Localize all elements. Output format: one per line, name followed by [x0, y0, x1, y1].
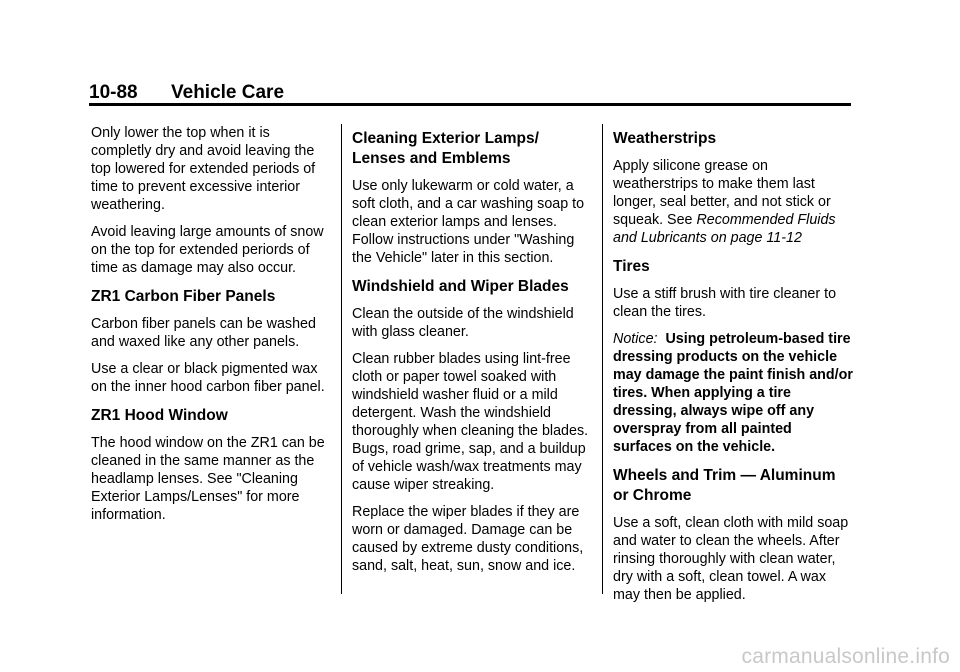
page-number: 10-88	[89, 82, 138, 103]
wiper-blades-heading: Windshield and Wiper Blades	[352, 278, 569, 295]
section-title: Vehicle Care	[171, 82, 285, 103]
carbon-fiber-paragraph-1: Carbon fiber panels can be washed and waxed like any other panels.	[91, 316, 316, 350]
hood-window-heading: ZR1 Hood Window	[91, 407, 228, 424]
notice-text: Using petroleum-based tire dressing products on the vehicle may damage the paint finish and/or tires. When applying a tire dressing, always wipe off any overspray from all painted surfaces on the vehicle.	[613, 331, 853, 455]
top-care-paragraph: Only lower the top when it is completly dry and avoid leaving the top lowered for extended periods of time to prevent excessive interior weathering.	[91, 125, 316, 213]
header-rule	[89, 103, 851, 106]
fluids-lubricants-link[interactable]: Recommended Fluids and Lubricants on page 11-12	[613, 212, 836, 246]
wiper-paragraph-2: Clean rubber blades using lint-free cloth or paper towel soaked with windshield washer fluid or a mild detergent. Wash the windshield thoroughly when cleaning the blades. Bugs, road grime, sap, and a buildup of vehicle wash/wax treatments may cause wiper streaking.	[352, 351, 589, 493]
wheels-trim-heading: Wheels and Trim — Aluminum or Chrome	[613, 467, 836, 504]
wheels-trim-paragraph: Use a soft, clean cloth with mild soap and water to clean the wheels. After rinsing thoroughly with clean water, dry with a soft, clean towel. A wax may then be applied.	[613, 515, 849, 603]
column-divider-1	[341, 124, 342, 594]
column-divider-2	[602, 124, 603, 594]
notice-paragraph	[613, 330, 853, 456]
column-3	[613, 124, 853, 613]
weatherstrips-paragraph	[613, 157, 853, 247]
wiper-paragraph-3: Replace the wiper blades if they are worn or damaged. Damage can be caused by extreme dusty conditions, sand, salt, heat, sun, snow and ice.	[352, 504, 584, 574]
wiper-paragraph-1: Clean the outside of the windshield with glass cleaner.	[352, 306, 574, 340]
weatherstrips-text: Apply silicone grease on weatherstrips to make them last longer, seal better, and not stick or squeak. See	[613, 158, 831, 228]
carbon-fiber-heading: ZR1 Carbon Fiber Panels	[91, 288, 276, 305]
snow-paragraph: Avoid leaving large amounts of snow on the top for extended periords of time as damage may also occur.	[91, 224, 324, 276]
column-2	[352, 124, 592, 584]
weatherstrips-heading: Weatherstrips	[613, 130, 717, 147]
carbon-fiber-paragraph-2: Use a clear or black pigmented wax on the inner hood carbon fiber panel.	[91, 361, 325, 395]
watermark: carmanualsonline.info	[741, 645, 950, 668]
hood-window-paragraph: The hood window on the ZR1 can be cleaned in the same manner as the headlamp lenses. See "Cleaning Exterior Lamps/Lenses" for more information.	[91, 435, 325, 523]
exterior-lamps-paragraph: Use only lukewarm or cold water, a soft cloth, and a car washing soap to clean exterior lamps and lenses. Follow instructions under "Washing the Vehicle" later in this section.	[352, 178, 585, 266]
tires-heading: Tires	[613, 258, 650, 275]
column-1	[91, 124, 331, 533]
exterior-lamps-heading: Cleaning Exterior Lamps/ Lenses and Emblems	[352, 130, 539, 167]
tires-paragraph: Use a stiff brush with tire cleaner to clean the tires.	[613, 286, 837, 320]
notice-label: Notice:	[613, 331, 658, 347]
